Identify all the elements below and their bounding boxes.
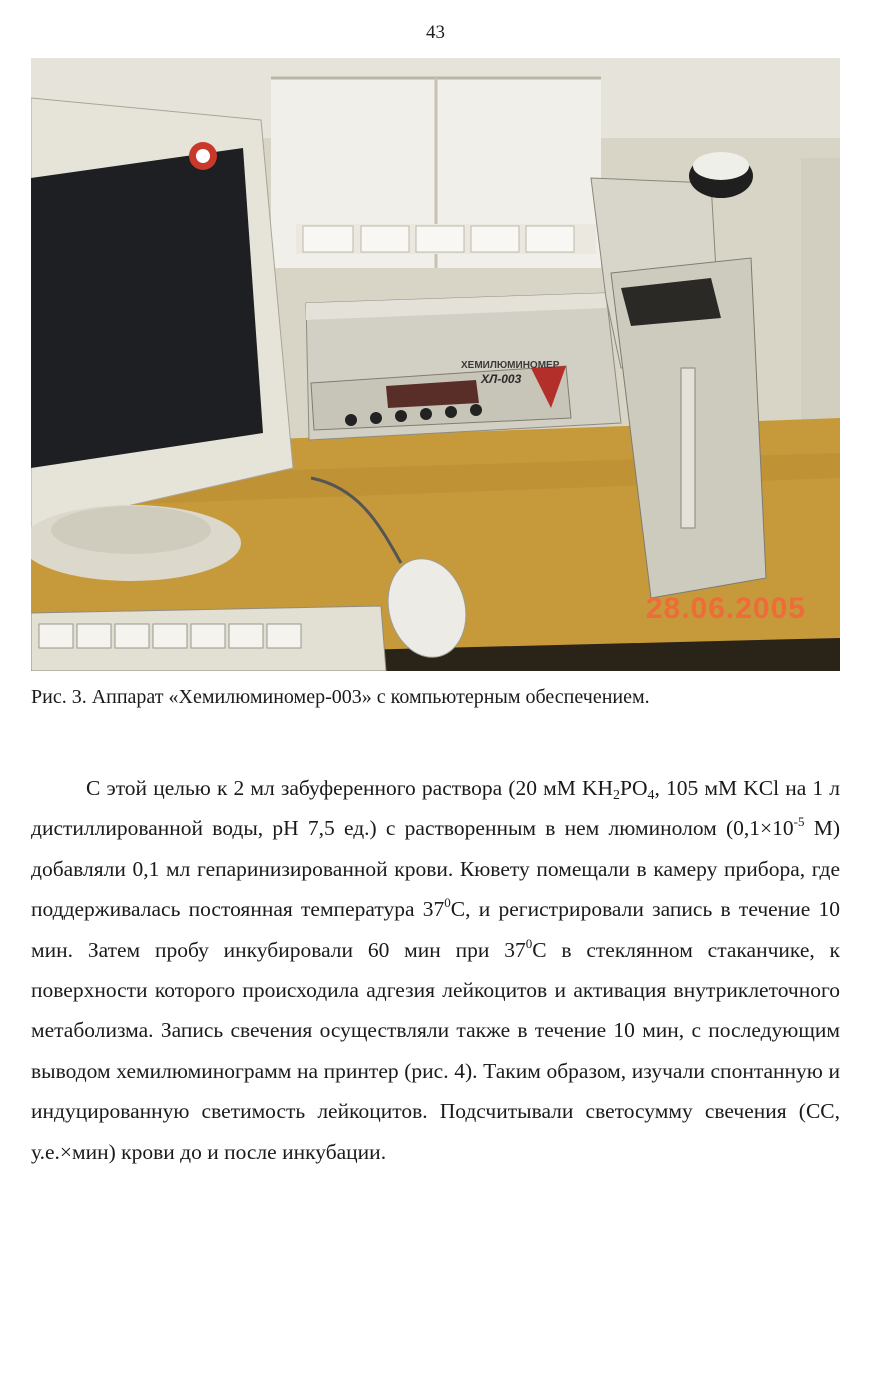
subscript: 2 xyxy=(613,788,621,803)
subscript: 4 xyxy=(647,788,655,803)
device-label-top: ХЕМИЛЮМИНОМЕР xyxy=(461,360,560,371)
page-number: 43 xyxy=(426,22,445,43)
body-text-part: М) добавляли 0,1 мл гепаринизированной крови. Кювету помещали в камеру прибора, где поддерживалась постоянная температура 37 xyxy=(31,816,840,922)
date-stamp: 28.06.2005 xyxy=(645,592,806,625)
body-text-part: , 105 мМ KCl на 1 л дистиллированной воды, pH 7,5 ед.) с растворенным в нем люминолом (0,1×10 xyxy=(31,776,840,841)
photo-illustration xyxy=(31,58,840,671)
superscript: 0 xyxy=(444,895,451,911)
superscript: -5 xyxy=(793,814,805,830)
superscript: 0 xyxy=(525,935,533,951)
device-label-model: ХЛ-003 xyxy=(481,372,522,386)
body-text-part: С этой целью к 2 мл забуференного раствора (20 мМ KH xyxy=(86,776,614,800)
figure-caption: Рис. 3. Аппарат «Хемилюминомер-003» с компьютерным обеспечением. xyxy=(31,686,650,708)
figure-photo xyxy=(31,58,840,671)
body-text-part: С в стеклянном стаканчике, к поверхности которого происходила адгезия лейкоцитов и активация внутриклеточного метаболизма. Запись свечения осуществляли также в течение 10 мин, с последующим выводом хемилюминограмм на принтер (рис. 4). Таким образом, изучали спонтанную и индуцированную светимость лейкоцитов. Подсчитывали светосумму свечения (СС, у.е.×мин) крови до и после инкубации. xyxy=(31,937,841,1164)
body-text-part: С, и регистрировали запись в течение 10 мин. Затем пробу инкубировали 60 мин при 37 xyxy=(31,897,840,962)
body-paragraph xyxy=(31,768,840,1172)
body-text-part: PO xyxy=(620,776,648,800)
